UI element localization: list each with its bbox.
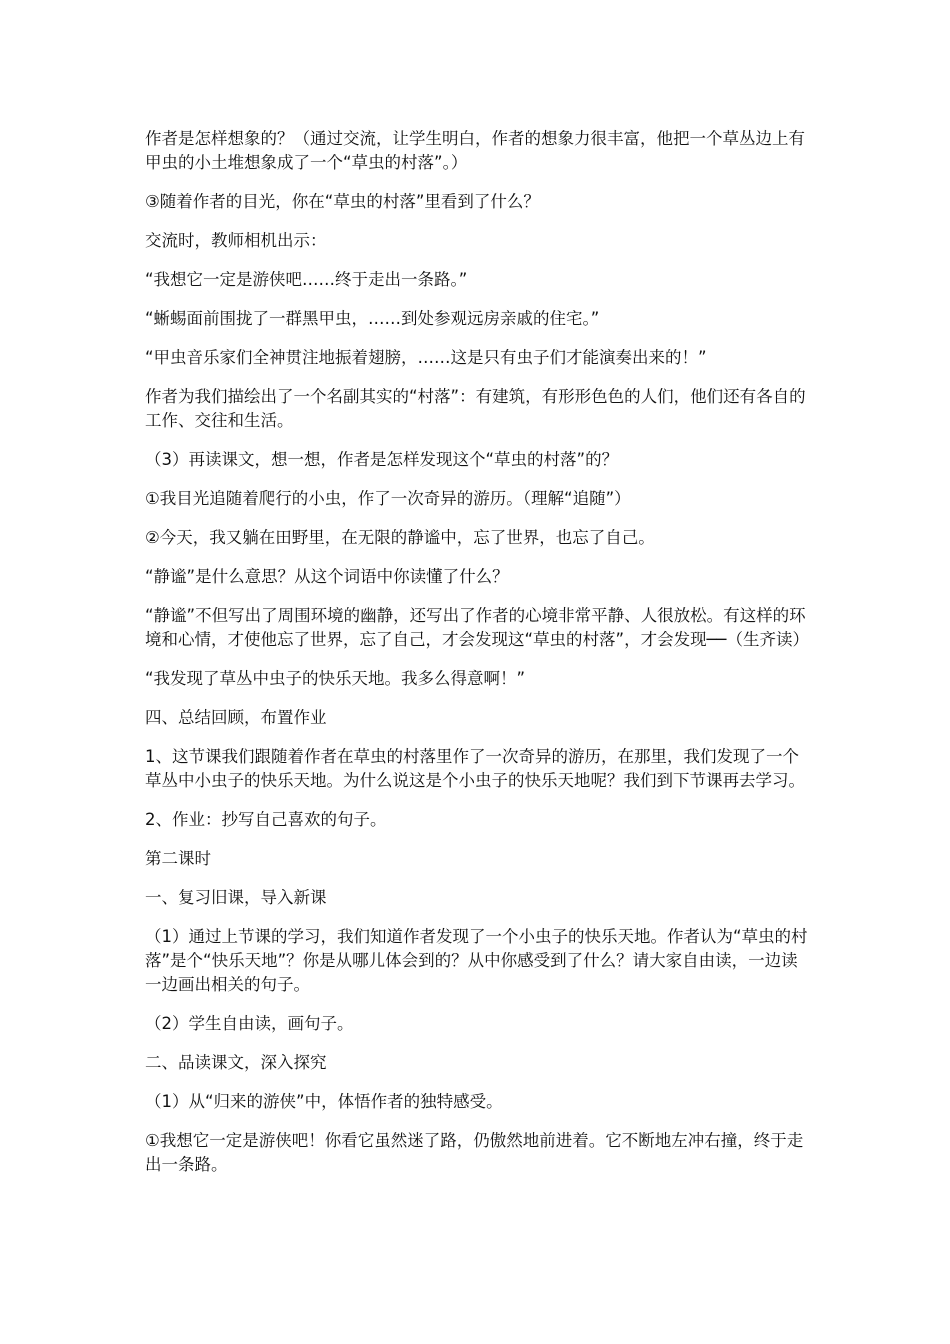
document-body xyxy=(145,127,810,1192)
section-heading: 二、品读课文，深入探究 xyxy=(145,1053,327,1072)
quote-paragraph: “甲虫音乐家们全神贯注地振着翅膀，……这是只有虫子们才能演奏出来的！” xyxy=(145,348,707,367)
section-heading: 四、总结回顾，布置作业 xyxy=(145,708,327,727)
paragraph: 作者是怎样想象的？（通过交流，让学生明白，作者的想象力很丰富，他把一个草丛边上有甲虫的小土堆想象成了一个“草虫的村落”。） xyxy=(145,129,805,172)
paragraph: ①我想它一定是游侠吧！你看它虽然迷了路，仍傲然地前进着。它不断地左冲右撞，终于走出一条路。 xyxy=(145,1131,804,1174)
paragraph: （1）从“归来的游侠”中，体悟作者的独特感受。 xyxy=(145,1092,503,1111)
paragraph: 2、作业：抄写自己喜欢的句子。 xyxy=(145,810,387,829)
quote-paragraph: “我发现了草丛中虫子的快乐天地。我多么得意啊！” xyxy=(145,669,526,688)
paragraph: 1、这节课我们跟随着作者在草虫的村落里作了一次奇异的游历，在那里，我们发现了一个草丛中小虫子的快乐天地。为什么说这是个小虫子的快乐天地呢？我们到下节课再去学习。 xyxy=(145,747,805,790)
paragraph: 作者为我们描绘出了一个名副其实的“村落”：有建筑，有形形色色的人们，他们还有各自的工作、交往和生活。 xyxy=(145,387,806,430)
quote-paragraph: “我想它一定是游侠吧……终于走出一条路。” xyxy=(145,270,468,289)
quote-paragraph: “蜥蜴面前围拢了一群黑甲虫，……到处参观远房亲戚的住宅。” xyxy=(145,309,600,328)
paragraph: 交流时，教师相机出示： xyxy=(145,231,327,250)
paragraph: （3）再读课文，想一想，作者是怎样发现这个“草虫的村落”的？ xyxy=(145,450,619,469)
paragraph: ②今天，我又躺在田野里，在无限的静谧中，忘了世界，也忘了自己。 xyxy=(145,528,655,547)
paragraph: “静谧”是什么意思？从这个词语中你读懂了什么？ xyxy=(145,567,509,586)
lesson-heading: 第二课时 xyxy=(145,849,211,868)
section-heading: 一、复习旧课，导入新课 xyxy=(145,888,327,907)
paragraph: （1）通过上节课的学习，我们知道作者发现了一个小虫子的快乐天地。作者认为“草虫的村落”是个“快乐天地”？你是从哪儿体会到的？从中你感受到了什么？请大家自由读，一边读一边画出相关的句子。 xyxy=(145,927,808,994)
paragraph: ①我目光追随着爬行的小虫，作了一次奇异的游历。（理解“追随”） xyxy=(145,489,631,508)
paragraph: （2）学生自由读，画句子。 xyxy=(145,1014,354,1033)
paragraph: ③随着作者的目光，你在“草虫的村落”里看到了什么？ xyxy=(145,192,540,211)
paragraph: “静谧”不但写出了周围环境的幽静，还写出了作者的心境非常平静、人很放松。有这样的环境和心情，才使他忘了世界，忘了自己，才会发现这“草虫的村落”，才会发现──（生齐读） xyxy=(145,606,809,649)
